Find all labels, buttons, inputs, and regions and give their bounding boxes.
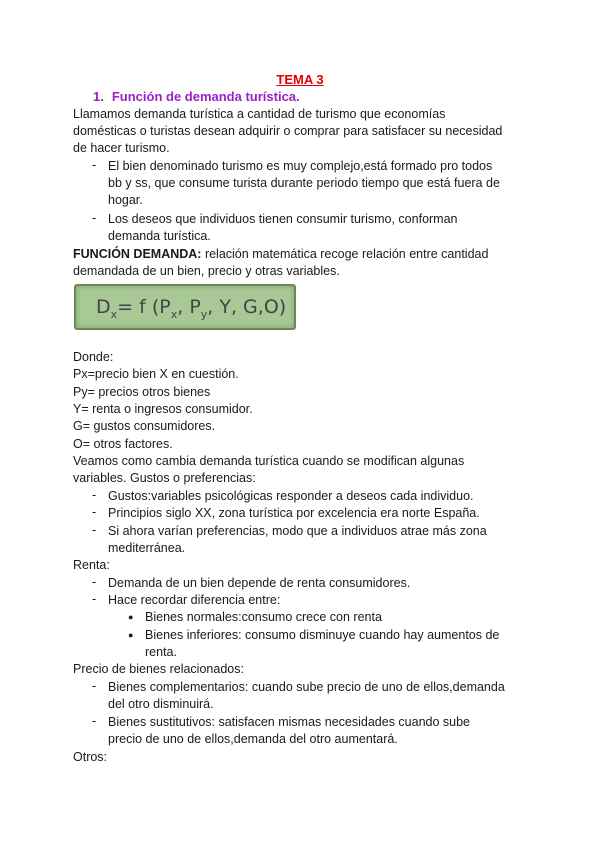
paragraph-line: variables. Gustos o preferencias:	[73, 471, 256, 485]
dash-marker: -	[92, 575, 97, 589]
formula-part: = f (P	[117, 296, 171, 318]
formula-sub: x	[110, 308, 118, 321]
sub-item-line: Bienes normales:consumo crece con renta	[145, 610, 382, 624]
list-item-line: mediterránea.	[108, 541, 186, 555]
list-item-line: hogar.	[108, 193, 143, 207]
dash-marker: -	[92, 592, 97, 606]
formula-image	[74, 284, 296, 330]
list-item-line: precio de uno de ellos,demanda del otro aumentará.	[108, 732, 398, 746]
sub-item-line: Bienes inferiores: consumo disminuye cuando hay aumentos de	[145, 628, 500, 642]
list-item-line: Los deseos que individuos tienen consumir turismo, conforman	[108, 212, 458, 226]
intro-line: Llamamos demanda turística a cantidad de turismo que economías	[73, 107, 446, 121]
section-heading-text: Función de demanda turística.	[111, 89, 300, 104]
dash-marker: -	[92, 679, 97, 693]
dash-marker: -	[92, 505, 97, 519]
dash-marker: -	[92, 211, 97, 225]
formula-sub: x	[170, 308, 178, 321]
list-item-line: Demanda de un bien depende de renta consumidores.	[108, 576, 411, 590]
dash-marker: -	[92, 158, 97, 172]
variable-definition: Y= renta o ingresos consumidor.	[73, 402, 253, 416]
dash-marker: -	[92, 488, 97, 502]
others-label: Otros:	[73, 750, 108, 764]
intro-line: de hacer turismo.	[73, 141, 170, 155]
list-item-line: bb y ss, que consume turista durante periodo tiempo que está fuera de	[108, 176, 500, 190]
definition-line: demandada de un bien, precio y otras variables.	[73, 264, 340, 278]
variable-definition: G= gustos consumidores.	[73, 419, 216, 433]
formula-graphic	[76, 286, 294, 328]
definition-label: FUNCIÓN DEMANDA:	[73, 247, 202, 261]
intro-line: domésticas o turistas desean adquirir o comprar para satisfacer su necesidad	[73, 124, 503, 138]
bullet-marker: ●	[128, 612, 134, 622]
definition-text: relación matemática recoge relación entre cantidad	[201, 247, 489, 261]
list-item-line: Bienes complementarios: cuando sube precio de uno de ellos,demanda	[108, 680, 505, 694]
related-label: Precio de bienes relacionados:	[73, 662, 244, 676]
variable-definition: O= otros factores.	[73, 437, 173, 451]
bullet-marker: ●	[128, 630, 134, 640]
paragraph-line: Veamos como cambia demanda turística cuando se modifican algunas	[73, 454, 465, 468]
dash-marker: -	[92, 523, 97, 537]
svg-text:Dx= f (Px, Py, Y, G,O)	[96, 296, 286, 321]
variable-definition: Px=precio bien X en cuestión.	[73, 367, 239, 381]
page-title: TEMA 3	[276, 72, 324, 87]
formula-lhs: D	[96, 296, 111, 318]
list-item-line: El bien denominado turismo es muy complejo,está formado pro todos	[108, 159, 493, 173]
section-number: 1.	[93, 89, 104, 104]
list-item-line: Principios siglo XX, zona turística por excelencia era norte España.	[108, 506, 480, 520]
section-heading	[93, 89, 300, 104]
list-item-line: del otro disminuirá.	[108, 697, 214, 711]
list-item-line: Gustos:variables psicológicas responder a deseos cada individuo.	[108, 489, 474, 503]
formula-part: , Y, G,O)	[207, 296, 287, 318]
list-item-line: Bienes sustitutivos: satisfacen mismas necesidades cuando sube	[108, 715, 470, 729]
variable-definition: Py= precios otros bienes	[73, 385, 211, 399]
list-item-line: Hace recordar diferencia entre:	[108, 593, 281, 607]
list-item-line: Si ahora varían preferencias, modo que a individuos atrae más zona	[108, 524, 487, 538]
formula-sub: y	[200, 308, 208, 321]
formula-part: , P	[177, 296, 201, 318]
income-label: Renta:	[73, 558, 110, 572]
dash-marker: -	[92, 714, 97, 728]
sub-item-line: renta.	[145, 645, 177, 659]
definition-line	[73, 246, 553, 263]
list-item-line: demanda turística.	[108, 229, 211, 243]
where-label: Donde:	[73, 350, 114, 364]
